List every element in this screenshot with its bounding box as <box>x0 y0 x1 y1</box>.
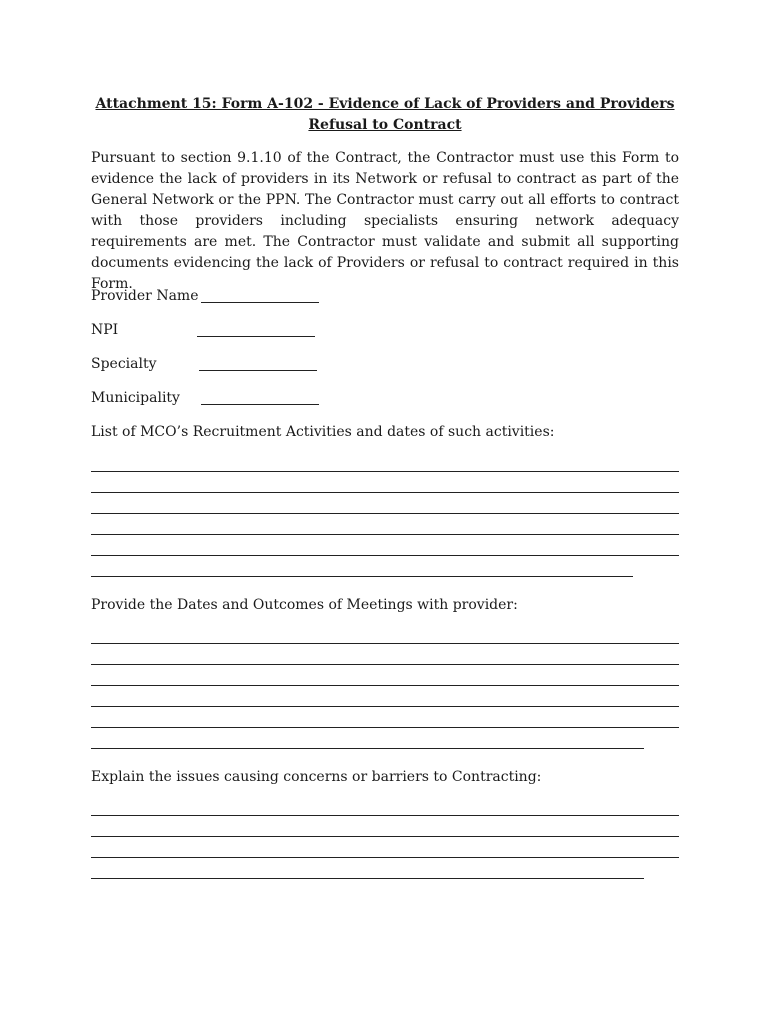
npi-field[interactable] <box>197 322 315 337</box>
answer-line <box>91 471 679 472</box>
answer-line <box>91 643 679 644</box>
answer-line <box>91 857 679 858</box>
provider-name-label: Provider Name <box>91 288 199 304</box>
provider-name-field[interactable] <box>201 288 319 303</box>
municipality-label: Municipality <box>91 390 180 406</box>
specialty-label: Specialty <box>91 356 157 372</box>
form-intro: Pursuant to section 9.1.10 of the Contract, the Contractor must use this Form to evidence the lack of providers in its Network or refusal to contract as part of the General Network or the PPN. The Contractor must carry out all efforts to contract with those providers including specialists ensuring network adequacy requirements are met. The Contractor must validate and submit all supporting documents evidencing the lack of Providers or refusal to contract required in this Form. <box>91 150 679 292</box>
answer-line <box>91 492 679 493</box>
answer-line <box>91 555 679 556</box>
answer-line <box>91 576 633 577</box>
npi-label: NPI <box>91 322 119 338</box>
answer-line <box>91 706 679 707</box>
answer-line <box>91 534 679 535</box>
recruitment-activities-label: List of MCO’s Recruitment Activities and dates of such activities: <box>91 424 555 440</box>
answer-line <box>91 664 679 665</box>
answer-line <box>91 748 644 749</box>
answer-line <box>91 727 679 728</box>
issues-label: Explain the issues causing concerns or barriers to Contracting: <box>91 769 542 785</box>
answer-line <box>91 815 679 816</box>
answer-line <box>91 836 679 837</box>
answer-line <box>91 685 679 686</box>
answer-line <box>91 878 644 879</box>
municipality-field[interactable] <box>201 390 319 405</box>
specialty-field[interactable] <box>199 356 317 371</box>
answer-line <box>91 513 679 514</box>
meetings-label: Provide the Dates and Outcomes of Meetings with provider: <box>91 597 518 613</box>
form-title: Attachment 15: Form A-102 - Evidence of Lack of Providers and Providers Refusal to Contract <box>95 96 675 133</box>
